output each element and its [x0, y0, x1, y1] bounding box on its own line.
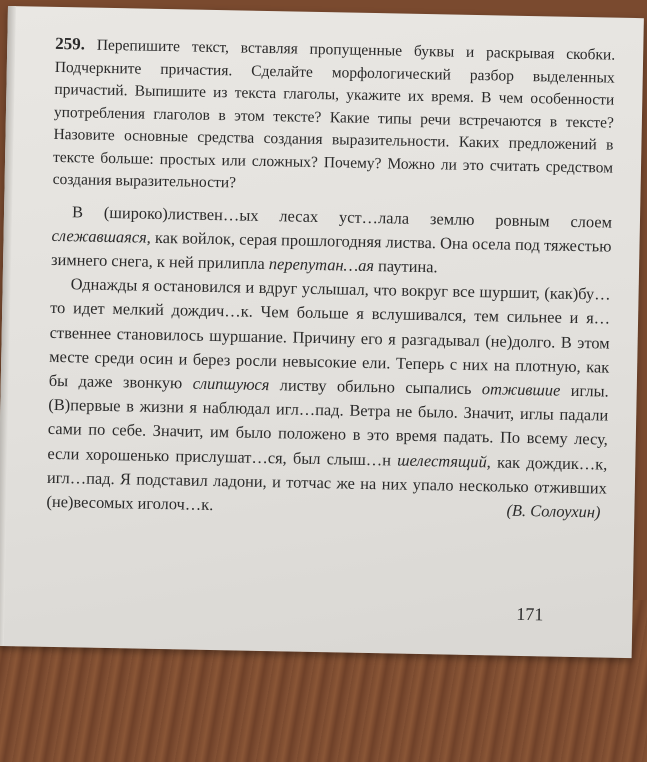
p2-part-b: листву обильно сыпались [269, 375, 483, 399]
p2-italic-a: слипшуюся [192, 373, 270, 395]
exercise-number: 259. [55, 33, 86, 54]
p1-part-a: В (широко)листвен…ых лесах уст…лала землю ровным слоем [71, 201, 613, 232]
p1-italic-b: перепутан…ая [268, 253, 375, 275]
paragraph-2 [46, 272, 611, 525]
p2-italic-c: шелестящий [397, 450, 487, 471]
p1-part-c: паутина. [373, 255, 438, 277]
page-number: 171 [516, 603, 544, 625]
p2-part-a: Однажды я остановился и вдруг услышал, что вокруг все шуршит, (как)бу…то идет мелкий дождич…к. Чем больше я вслушивался, тем сильнее и я…ственнее становилось шуршание. Причину его я разгадывал (не)долго. В этом месте среди осин и берез росли невысокие ели. Теперь с них на плотную, как бы даже звонкую [48, 274, 611, 393]
page-edge [0, 6, 16, 646]
page-content [46, 33, 615, 525]
literary-text [46, 199, 612, 525]
paragraph-1 [51, 199, 612, 282]
p2-part-d: , как дождик…к, игл…пад. Я подставил ладони, и тотчас же на них упало несколько отживших (не)весомых иголоч…к. [46, 451, 608, 514]
p1-part-b: , как войлок, серая прошлогодняя листва. Она осела под тяжестью зимнего снега, к ней прилипла [50, 227, 612, 273]
p2-italic-b: отжившие [481, 379, 561, 400]
exercise-instructions [52, 33, 615, 202]
author-attribution: (В. Солоухин) [506, 500, 601, 522]
p2-part-c: иглы. (В)первые в жизни я наблюдал игл…пад. Ветра не было. Значит, иглы падали сами по себе. Значит, им было положено в это время падать. По всему лесу, если хорошенько прислушат…ся, был слыш…н [47, 380, 609, 470]
exercise-text: Перепишите текст, вставляя пропущенные буквы и раскрывая скобки. Подчеркните причастия. Сделайте морфологический разбор выделенных причастий. Выпишите из текста глаголы, укажите их время. В чем особенности употребления глаголов в этом тексте? Какие типы речи встречаются в тексте? Назовите основные средства создания выразительности. Каких предложений в тексте больше: простых или сложных? Почему? Можно ли это считать средством создания выразительности? [52, 36, 616, 192]
p1-italic-a: слежавшаяся [51, 225, 147, 247]
book-page [0, 6, 644, 658]
